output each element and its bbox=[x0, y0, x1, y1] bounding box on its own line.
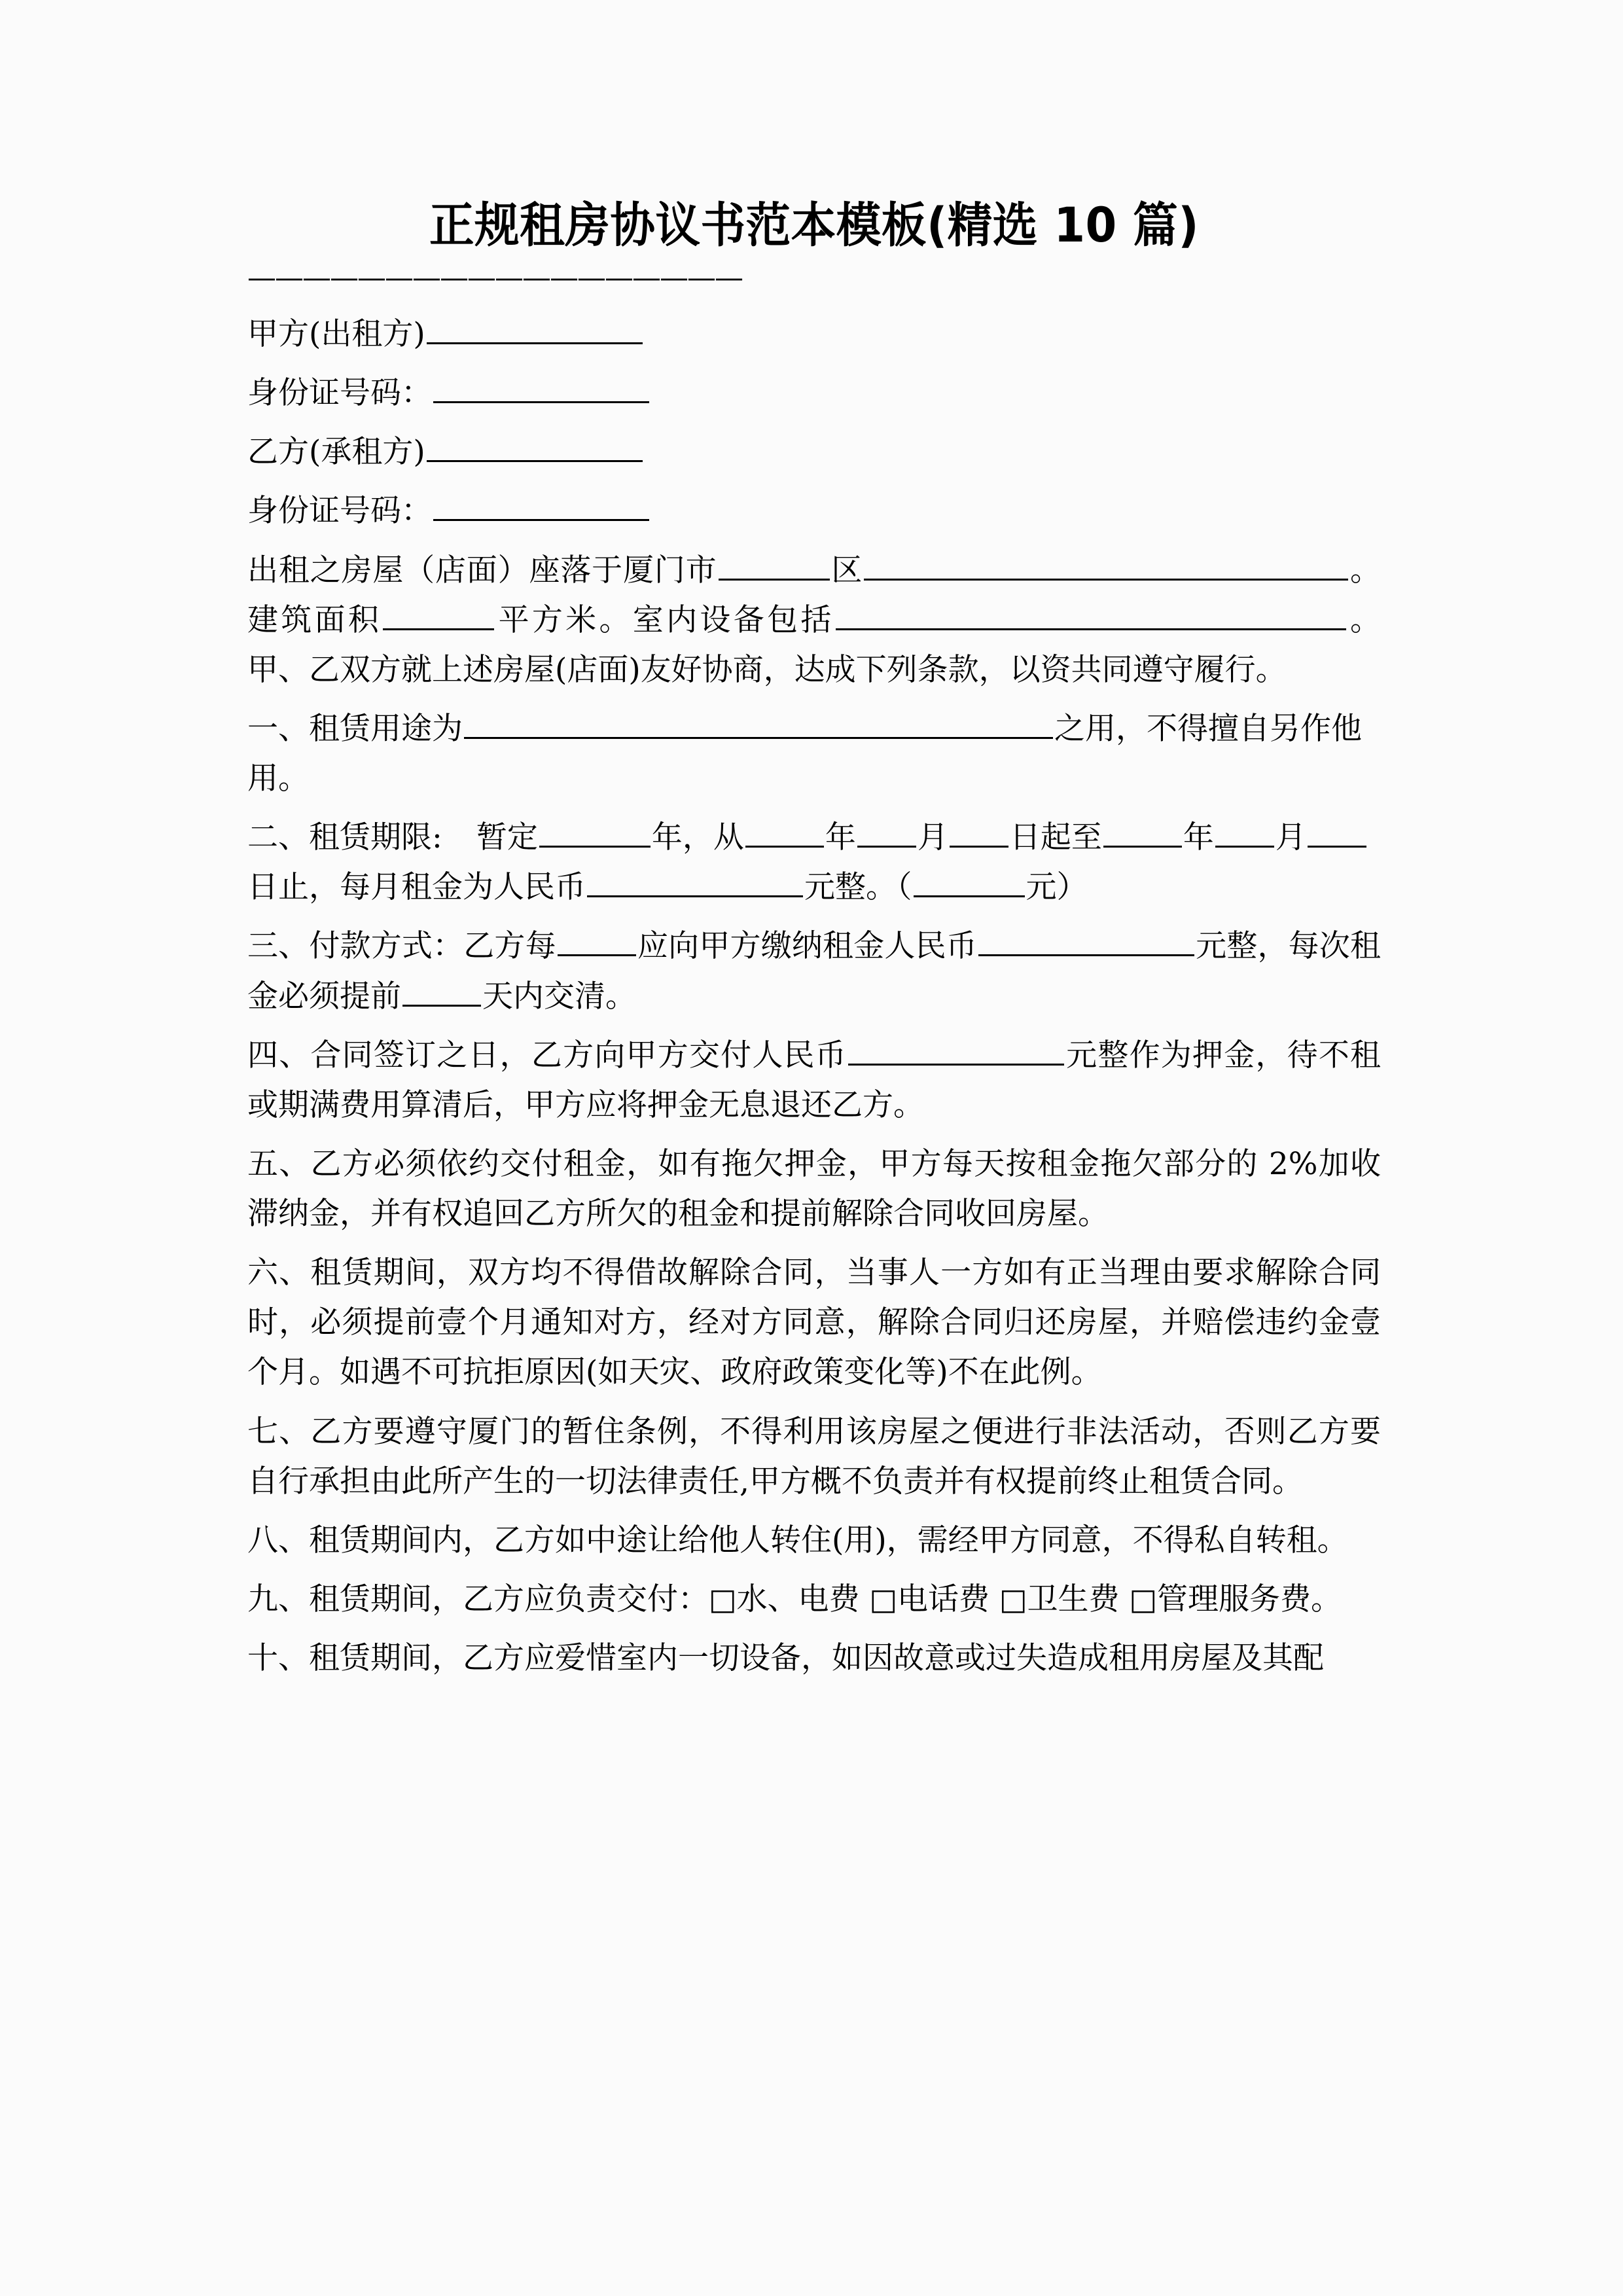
clause-8-text: 租赁期间内，乙方如中途让给他人转住(用)，需经甲方同意，不得私自转租。 bbox=[309, 1522, 1348, 1558]
clause-2-text-h: 日止，每月租金为人民币 bbox=[247, 869, 586, 906]
field-party-b-input[interactable] bbox=[427, 432, 643, 462]
field-party-a-id-input[interactable] bbox=[433, 373, 649, 403]
field-party-b-label: 乙方(承租方) bbox=[247, 434, 425, 471]
clause-4-number: 四、 bbox=[247, 1037, 311, 1073]
checkbox-management-icon[interactable]: □ bbox=[1129, 1581, 1157, 1617]
preamble-closing: 。甲、乙双方就上述房屋(店面)友好协商，达成下列条款，以资共同遵守履行。 bbox=[247, 601, 1381, 688]
field-rental-purpose-input[interactable] bbox=[464, 709, 1053, 739]
clause-2-number: 二、 bbox=[247, 819, 309, 856]
field-end-month-input[interactable] bbox=[1215, 817, 1274, 848]
field-start-month-input[interactable] bbox=[857, 817, 916, 848]
field-party-b bbox=[247, 427, 1381, 477]
field-party-a-id-label: 身份证号码： bbox=[247, 375, 432, 412]
field-address-input[interactable] bbox=[864, 550, 1348, 580]
clause-2 bbox=[247, 813, 1381, 912]
checkbox-water-electric-label: 水、电费 bbox=[736, 1581, 860, 1617]
clause-7-number: 七、 bbox=[247, 1413, 311, 1450]
field-payment-period-input[interactable] bbox=[558, 926, 636, 956]
page-title: 正规租房协议书范本模板(精选 10 篇) bbox=[429, 198, 1200, 253]
clause-8 bbox=[247, 1516, 1381, 1566]
field-payment-days-input[interactable] bbox=[402, 976, 481, 1006]
separator-rule bbox=[247, 264, 1381, 293]
clause-3-text-d: 天内交清。 bbox=[482, 978, 636, 1014]
checkbox-sanitation-label: 卫生费 bbox=[1027, 1581, 1120, 1617]
clause-1-number: 一、 bbox=[247, 710, 309, 747]
clause-2-text-c: 年 bbox=[825, 819, 856, 856]
field-party-b-id-input[interactable] bbox=[433, 491, 649, 521]
field-party-a bbox=[247, 310, 1381, 359]
field-party-b-id bbox=[247, 486, 1381, 536]
field-area-input[interactable] bbox=[383, 600, 494, 630]
field-term-years-input[interactable] bbox=[539, 817, 651, 848]
field-party-b-id-label: 身份证号码： bbox=[247, 493, 432, 529]
field-party-a-id bbox=[247, 368, 1381, 418]
clause-7 bbox=[247, 1407, 1381, 1507]
clause-2-text-a: 暂定 bbox=[476, 819, 538, 856]
field-party-a-input[interactable] bbox=[427, 314, 643, 344]
clause-10-text: 租赁期间，乙方应爱惜室内一切设备，如因故意或过失造成租用房屋及其配 bbox=[309, 1640, 1324, 1677]
clause-2-text-b: 年，从 bbox=[651, 819, 744, 856]
field-payment-amount-input[interactable] bbox=[978, 926, 1194, 956]
clause-2-text-f: 年 bbox=[1183, 819, 1214, 856]
field-party-a-label: 甲方(出租方) bbox=[247, 316, 425, 353]
clause-6-text: 租赁期间，双方均不得借故解除合同，当事人一方如有正当理由要求解除合同时，必须提前壹个月通知对方，经对方同意，解除合同归还房屋，并赔偿违约金壹个月。如遇不可抗拒原因(如天灾、政府政策变化等)不在此例。 bbox=[247, 1255, 1382, 1391]
preamble-paragraph bbox=[247, 546, 1381, 695]
clause-6 bbox=[247, 1248, 1381, 1397]
field-end-year-input[interactable] bbox=[1103, 817, 1182, 848]
field-deposit-amount-input[interactable] bbox=[848, 1035, 1064, 1065]
field-start-year-input[interactable] bbox=[745, 817, 824, 848]
clause-1 bbox=[247, 704, 1381, 804]
clause-2-text-d: 月 bbox=[917, 819, 948, 856]
clause-1-text-a: 租赁用途为 bbox=[309, 710, 463, 747]
clause-9-lead-text: 租赁期间，乙方应负责交付： bbox=[309, 1581, 709, 1617]
clause-2-text-j: 元） bbox=[1026, 869, 1088, 906]
clause-5 bbox=[247, 1139, 1381, 1239]
field-equipment-input[interactable] bbox=[836, 600, 1346, 630]
preamble-equipment-lead: 平方米。室内设备包括 bbox=[495, 601, 834, 638]
checkbox-water-electric-icon[interactable]: □ bbox=[709, 1581, 737, 1617]
clause-3-text-a: 付款方式：乙方每 bbox=[309, 928, 556, 965]
checkbox-sanitation-icon[interactable]: □ bbox=[999, 1581, 1027, 1617]
clause-2-text-i: 元整。（ bbox=[804, 869, 912, 906]
clause-4-text-b: 元整作为押金，待不租或期满费用算清后，甲方应将押金无息退还乙方。 bbox=[247, 1037, 1382, 1123]
clause-3 bbox=[247, 922, 1381, 1021]
clause-10 bbox=[247, 1634, 1381, 1683]
clause-1-text-b: 之用，不得擅自另作他用。 bbox=[247, 710, 1362, 797]
clause-3-text-b: 应向甲方缴纳租金人民币 bbox=[637, 928, 977, 965]
clause-7-text: 乙方要遵守厦门的暂住条例，不得利用该房屋之便进行非法活动，否则乙方要自行承担由此所产生的一切法律责任,甲方概不负责并有权提前终止租赁合同。 bbox=[247, 1413, 1382, 1499]
clause-6-number: 六、 bbox=[247, 1255, 311, 1291]
clause-10-number: 十、 bbox=[247, 1640, 309, 1677]
clause-9 bbox=[247, 1575, 1381, 1624]
clause-4 bbox=[247, 1031, 1381, 1130]
preamble-district-suffix: 区 bbox=[830, 552, 863, 588]
checkbox-telephone-label: 电话费 bbox=[897, 1581, 990, 1617]
clause-2-text-e: 日起至 bbox=[1009, 819, 1102, 856]
field-district-input[interactable] bbox=[719, 550, 830, 580]
clause-3-number: 三、 bbox=[247, 928, 310, 965]
clause-5-text: 乙方必须依约交付租金，如有拖欠押金，甲方每天按租金拖欠部分的 2%加收滞纳金，并有权追回乙方所欠的租金和提前解除合同收回房屋。 bbox=[247, 1145, 1382, 1232]
clause-2-text-g: 月 bbox=[1275, 819, 1306, 856]
clause-4-text-a: 合同签订之日，乙方向甲方交付人民币 bbox=[310, 1037, 847, 1073]
preamble-location-text: 出租之房屋（店面）座落于厦门市 bbox=[247, 552, 717, 588]
field-monthly-rent-numeric-input[interactable] bbox=[914, 867, 1025, 897]
field-monthly-rent-input[interactable] bbox=[587, 867, 803, 897]
field-end-day-input[interactable] bbox=[1308, 817, 1366, 848]
checkbox-telephone-icon[interactable]: □ bbox=[869, 1581, 898, 1617]
clause-5-number: 五、 bbox=[247, 1145, 311, 1182]
clause-2-heading: 租赁期限: bbox=[309, 819, 442, 856]
document-content bbox=[247, 196, 1381, 1693]
field-start-day-input[interactable] bbox=[950, 817, 1008, 848]
clause-8-number: 八、 bbox=[247, 1522, 309, 1558]
clause-9-number: 九、 bbox=[247, 1581, 309, 1617]
preamble-area-lead: 。建筑面积 bbox=[247, 552, 1382, 638]
separator-dashes: —————————————————— bbox=[247, 264, 742, 293]
checkbox-management-label: 管理服务费。 bbox=[1156, 1581, 1342, 1617]
clause-3-text-c: 元整，每次租金必须提前 bbox=[247, 928, 1382, 1014]
